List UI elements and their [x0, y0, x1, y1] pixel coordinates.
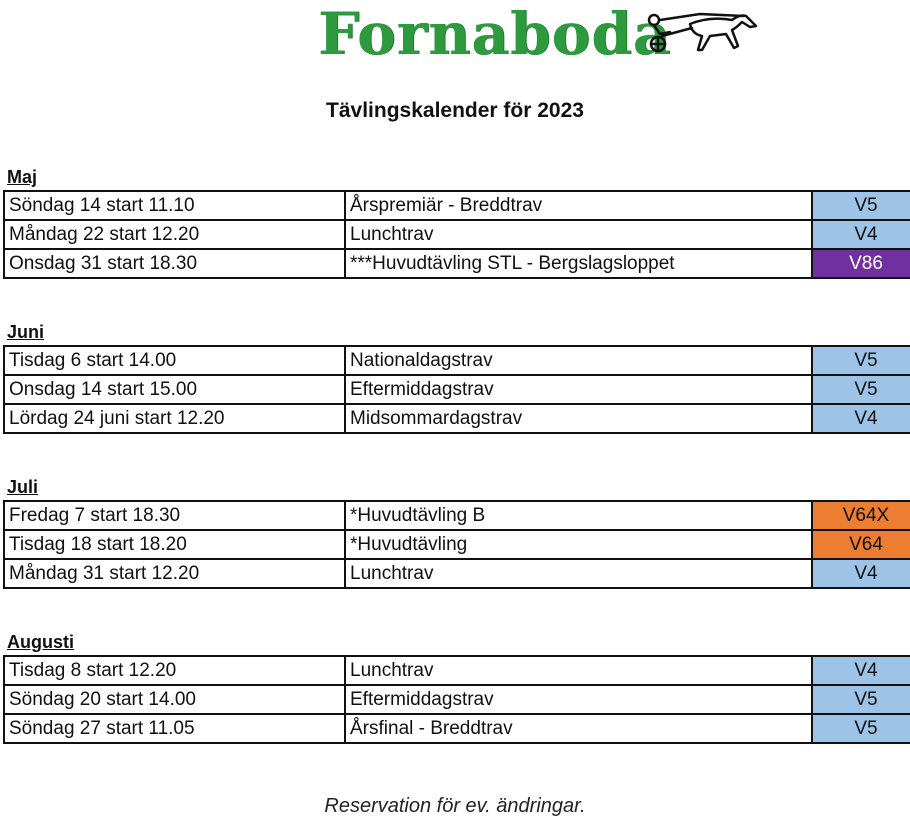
game-badge: V5	[812, 685, 910, 714]
table-row	[4, 559, 910, 588]
date-cell: Söndag 20 start 14.00	[4, 685, 345, 714]
footer-note: Reservation för ev. ändringar.	[324, 795, 586, 817]
event-cell: Midsommardagstrav	[345, 404, 812, 433]
game-badge: V4	[812, 220, 910, 249]
event-cell: Eftermiddagstrav	[345, 375, 812, 404]
month-label: Juni	[7, 322, 45, 342]
calendar-table	[3, 190, 910, 279]
event-cell: Lunchtrav	[345, 220, 812, 249]
logo-text: Fornaboda	[318, 0, 672, 68]
horse-and-sulky-icon	[640, 6, 760, 62]
game-badge: V5	[812, 191, 910, 220]
event-cell: Årspremiär - Breddtrav	[345, 191, 812, 220]
month-label: Maj	[7, 167, 38, 187]
game-badge: V64X	[812, 501, 910, 530]
event-cell: *Huvudtävling B	[345, 501, 812, 530]
table-row	[4, 530, 910, 559]
event-cell: Lunchtrav	[345, 656, 812, 685]
event-cell: Eftermiddagstrav	[345, 685, 812, 714]
date-cell: Lördag 24 juni start 12.20	[4, 404, 345, 433]
game-badge: V86	[812, 249, 910, 278]
month-label: Augusti	[7, 632, 74, 652]
event-cell: Lunchtrav	[345, 559, 812, 588]
table-row	[4, 346, 910, 375]
date-cell: Onsdag 14 start 15.00	[4, 375, 345, 404]
header	[0, 0, 910, 80]
table-row	[4, 685, 910, 714]
game-badge: V5	[812, 375, 910, 404]
date-cell: Söndag 14 start 11.10	[4, 191, 345, 220]
event-cell: Nationaldagstrav	[345, 346, 812, 375]
event-cell: Årsfinal - Breddtrav	[345, 714, 812, 743]
table-row	[4, 220, 910, 249]
table-row	[4, 249, 910, 278]
table-row	[4, 501, 910, 530]
game-badge: V5	[812, 714, 910, 743]
game-badge: V4	[812, 559, 910, 588]
date-cell: Fredag 7 start 18.30	[4, 501, 345, 530]
calendar-table	[3, 655, 910, 744]
date-cell: Tisdag 8 start 12.20	[4, 656, 345, 685]
date-cell: Söndag 27 start 11.05	[4, 714, 345, 743]
event-cell: *Huvudtävling	[345, 530, 812, 559]
table-row	[4, 714, 910, 743]
date-cell: Tisdag 6 start 14.00	[4, 346, 345, 375]
table-row	[4, 404, 910, 433]
table-row	[4, 656, 910, 685]
game-badge: V64	[812, 530, 910, 559]
table-row	[4, 191, 910, 220]
game-badge: V5	[812, 346, 910, 375]
date-cell: Måndag 31 start 12.20	[4, 559, 345, 588]
date-cell: Tisdag 18 start 18.20	[4, 530, 345, 559]
table-row	[4, 375, 910, 404]
date-cell: Onsdag 31 start 18.30	[4, 249, 345, 278]
calendar-table	[3, 500, 910, 589]
game-badge: V4	[812, 404, 910, 433]
event-cell: ***Huvudtävling STL - Bergslagsloppet	[345, 249, 812, 278]
date-cell: Måndag 22 start 12.20	[4, 220, 345, 249]
calendar-table	[3, 345, 910, 434]
month-label: Juli	[7, 477, 39, 497]
game-badge: V4	[812, 656, 910, 685]
page-title: Tävlingskalender för 2023	[326, 99, 584, 122]
